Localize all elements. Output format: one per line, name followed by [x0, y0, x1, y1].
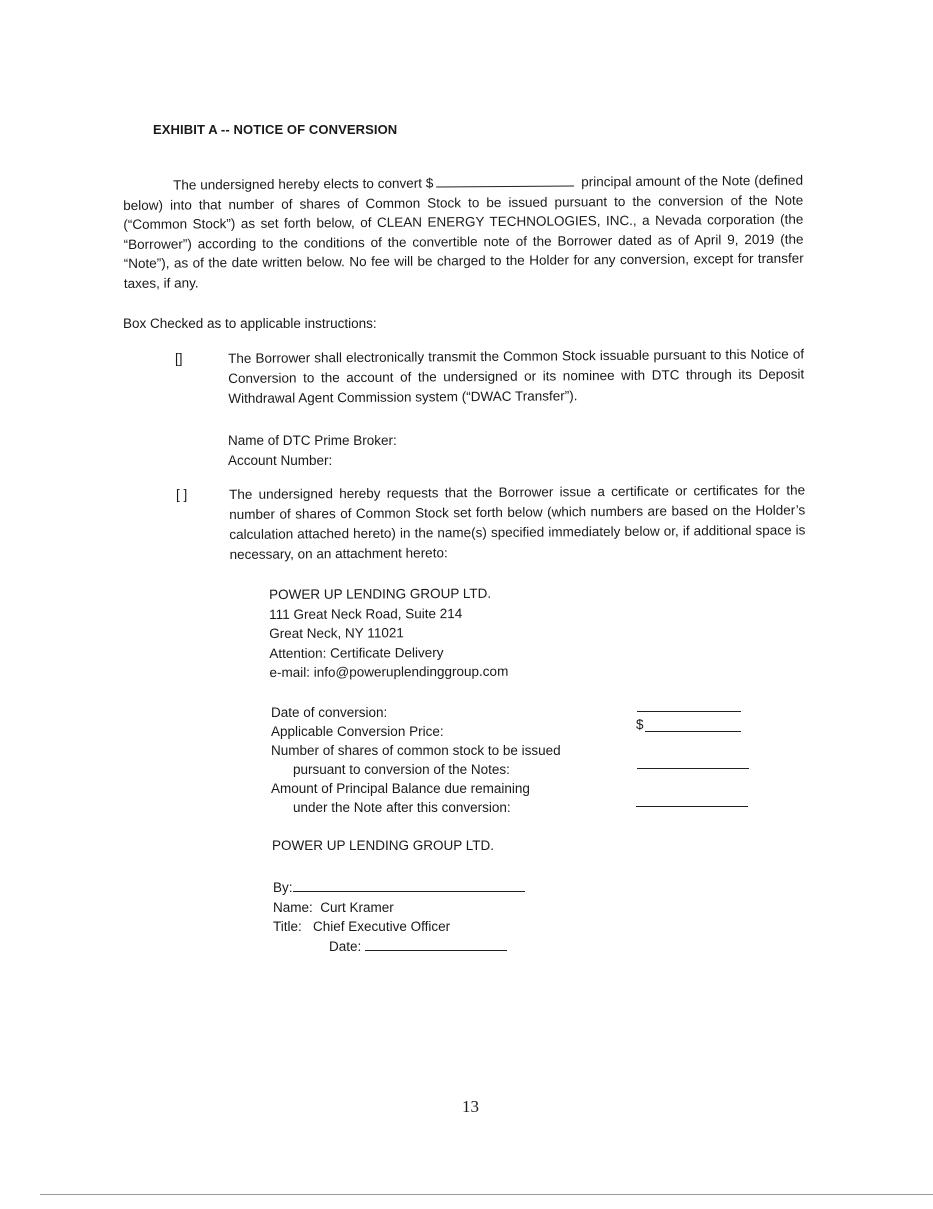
title-label: Title:	[273, 919, 302, 934]
broker-block	[228, 431, 397, 471]
document-title: EXHIBIT A -- NOTICE OF CONVERSION	[153, 122, 398, 137]
signature-line[interactable]	[293, 879, 525, 892]
date-of-conversion-line[interactable]	[637, 711, 741, 712]
date-of-conversion-label: Date of conversion:	[271, 705, 388, 720]
amount-blank[interactable]	[436, 173, 574, 187]
certificate-checkbox[interactable]: [ ]	[176, 487, 188, 502]
name-value: Curt Kramer	[320, 899, 394, 915]
shares-label-line1: Number of shares of common stock to be issued	[271, 743, 561, 758]
intro-paragraph	[123, 171, 804, 293]
address-attention: Attention: Certificate Delivery	[269, 644, 444, 661]
address-block	[269, 584, 508, 683]
broker-label: Name of DTC Prime Broker:	[228, 433, 397, 448]
date-line[interactable]	[365, 938, 507, 951]
account-label: Account Number:	[228, 453, 333, 468]
title-row	[273, 917, 525, 937]
dwac-text: The Borrower shall electronically transmit the Common Stock issuable pursuant to this Notice of Conversion to the account of the undersigned or its nominee with DTC through its Deposit Withdrawal Agent Commission system (“DWAC Transfer”).	[228, 346, 805, 406]
scan-edge-line	[40, 1194, 933, 1195]
shares-line[interactable]	[637, 768, 749, 769]
conversion-price-line[interactable]	[645, 731, 741, 732]
by-label: By:	[273, 880, 293, 895]
box-checked-label: Box Checked as to applicable instructions:	[123, 316, 377, 331]
intro-part2: principal amount of the Note (defined below) into that number of shares of Common Stock to be issued pursuant to the conversion of the Note (“Common Stock”) as set forth below, of CLEAN ENERGY TECHNOLOGIES, INC., a Nevada corporation (the “Borrower”) according to the conditions of the convertible note of the Borrower dated as of April 9, 2019 (the “Note”), as of the date written below. No fee will be charged to the Holder for any conversion, except for transfer taxes, if any.	[123, 172, 804, 291]
principal-label-line1: Amount of Principal Balance due remaining	[271, 781, 530, 796]
address-email: e-mail: info@poweruplendinggroup.com	[269, 663, 509, 680]
dwac-checkbox[interactable]: []	[175, 351, 183, 366]
conversion-price-label: Applicable Conversion Price:	[271, 724, 444, 739]
conversion-price-dollar: $	[636, 717, 644, 732]
name-label: Name:	[273, 899, 313, 915]
page-number: 13	[462, 1097, 479, 1116]
option-certificate	[176, 482, 816, 570]
conversion-fields	[271, 703, 561, 817]
by-row	[273, 878, 525, 898]
signature-block	[273, 878, 525, 956]
date-label: Date:	[329, 938, 362, 954]
option-dwac	[175, 346, 815, 414]
principal-label-line2: under the Note after this conversion:	[293, 800, 511, 815]
address-company: POWER UP LENDING GROUP LTD.	[269, 585, 492, 602]
title-value: Chief Executive Officer	[313, 919, 451, 934]
address-street: 111 Great Neck Road, Suite 214	[269, 605, 463, 622]
name-row	[273, 898, 525, 918]
intro-part1: The undersigned hereby elects to convert $	[173, 175, 434, 193]
principal-line[interactable]	[636, 806, 748, 807]
date-row	[273, 937, 525, 957]
signature-company: POWER UP LENDING GROUP LTD.	[272, 838, 495, 853]
shares-label-line2: pursuant to conversion of the Notes:	[293, 762, 510, 777]
certificate-text: The undersigned hereby requests that the Borrower issue a certificate or certificates for the number of shares of Common Stock set forth below (which numbers are based on the Holder’s calculation attached hereto) in the name(s) specified immediately below or, if additional space is necessary, on an attachment hereto:	[229, 482, 806, 562]
address-city: Great Neck, NY 11021	[269, 625, 404, 641]
